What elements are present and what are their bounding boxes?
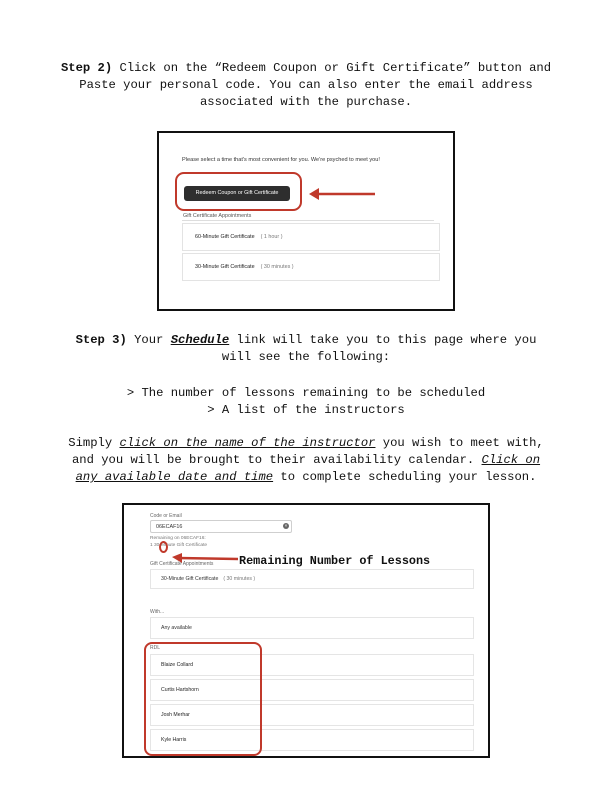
- certificate-name: 60-Minute Gift Certificate: [195, 234, 255, 240]
- code-field-label: Code or Email: [150, 513, 182, 519]
- instructions-text-c: to complete scheduling your lesson.: [273, 470, 537, 484]
- gift-certificate-option[interactable]: [150, 569, 474, 589]
- certificate-duration: ( 30 minutes ): [260, 264, 294, 270]
- remaining-item: 30-Minute Gift Certificate: [154, 543, 208, 548]
- step2-text: Click on the “Redeem Coupon or Gift Certificate” button and Paste your personal code. You can also enter the email address associated with the purchase.: [79, 61, 552, 109]
- certificate-duration: ( 30 minutes ): [223, 576, 256, 582]
- pointer-arrow-icon: [307, 185, 377, 203]
- bullet-list: [60, 385, 552, 419]
- remaining-on-label: Remaining on 06ECAF16:: [150, 536, 206, 541]
- instructions-paragraph: [60, 435, 552, 486]
- instructions-text-a: Simply: [68, 436, 120, 450]
- bullet-item: > A list of the instructors: [207, 403, 405, 417]
- step2-label: Step 2): [60, 61, 113, 75]
- step3-label: Step 3): [75, 333, 127, 347]
- redeem-highlight-circle: [175, 172, 302, 211]
- certificate-name: 30-Minute Gift Certificate: [195, 264, 255, 270]
- instructor-option[interactable]: Kyle Harris: [150, 729, 474, 751]
- date-time-link-text: Click on any available date and time: [75, 453, 541, 484]
- any-available-option[interactable]: Any available: [150, 617, 474, 639]
- instructor-option[interactable]: Josh Merhar: [150, 704, 474, 726]
- with-label: With...: [150, 609, 165, 615]
- certificate-duration: ( 1 hour ): [260, 234, 283, 240]
- instructor-option[interactable]: Curtis Hartshorn: [150, 679, 474, 701]
- booking-intro-text: Please select a time that's most convenient for you. We're psyched to meet you!: [182, 157, 380, 163]
- redeem-screenshot: [157, 131, 455, 311]
- remaining-highlight-circle: [159, 541, 168, 553]
- schedule-link-word: Schedule: [170, 333, 230, 347]
- gift-certificate-section-label: Gift Certificate Appointments: [150, 561, 214, 567]
- remaining-count: 1: [150, 543, 153, 548]
- step3-text-b: link will take you to this page where you will see the following:: [221, 333, 537, 364]
- certificate-option-60[interactable]: [182, 223, 440, 251]
- instructors-highlight-box: [144, 642, 262, 756]
- schedule-screenshot: [122, 503, 490, 758]
- instructor-option[interactable]: Blaize Collard: [150, 654, 474, 676]
- instructor-name-link-text: click on the name of the instructor: [119, 436, 376, 450]
- step3-paragraph: [60, 332, 552, 366]
- code-input[interactable]: 06ECAF16: [150, 520, 292, 533]
- divider: [182, 220, 434, 221]
- gift-certificate-section-label: Gift Certificate Appointments: [183, 213, 252, 219]
- remaining-lessons-callout: Remaining Number of Lessons: [239, 554, 431, 568]
- redeem-coupon-button[interactable]: Redeem Coupon or Gift Certificate: [184, 186, 290, 201]
- certificate-name: 30-Minute Gift Certificate: [161, 576, 219, 582]
- instructions-text-b: you wish to meet with, and you will be brought to their availability calendar.: [71, 436, 544, 467]
- instructor-group-label: RDL: [150, 645, 161, 651]
- step2-paragraph: [60, 60, 552, 111]
- bullet-item: > The number of lessons remaining to be scheduled: [126, 386, 486, 400]
- certificate-option-30[interactable]: [182, 253, 440, 281]
- clear-icon[interactable]: ×: [284, 523, 288, 528]
- step3-text-a: Your: [126, 333, 171, 347]
